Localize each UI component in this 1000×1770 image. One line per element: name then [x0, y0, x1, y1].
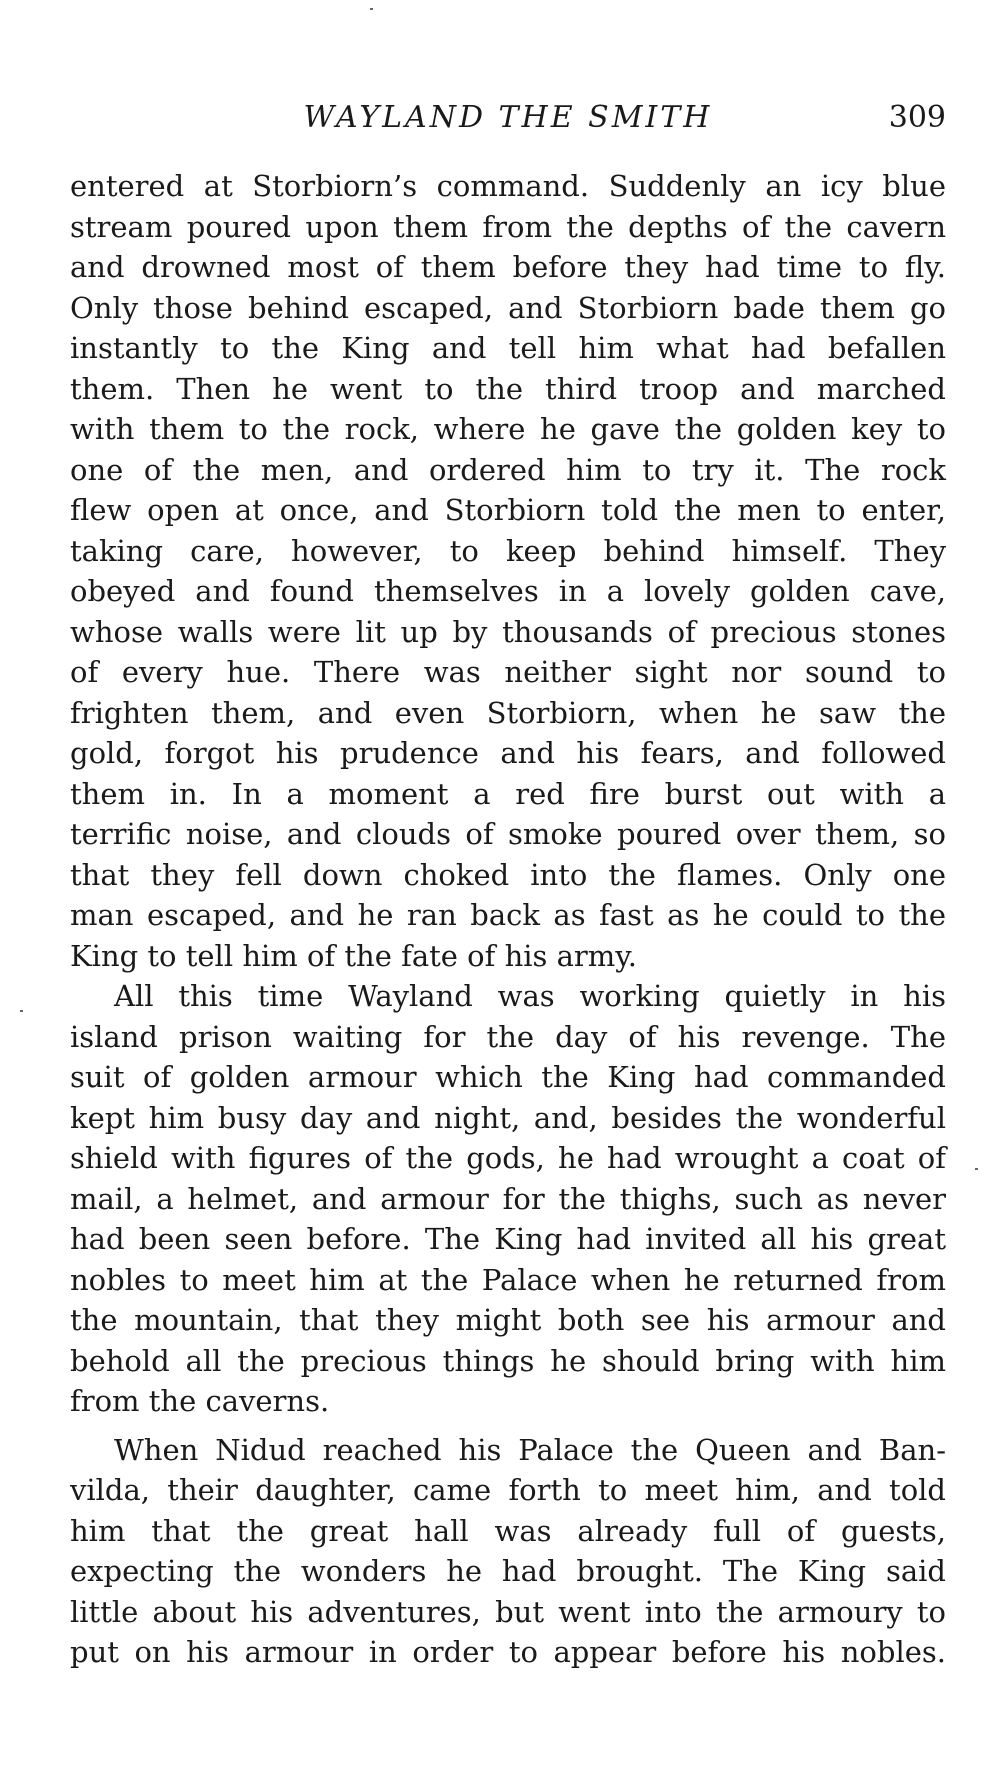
text-line: stream poured upon them from the depths of the cavern [70, 209, 946, 244]
text-line: the mountain, that they might both see his armour and [70, 1303, 946, 1337]
text-line: them in. In a moment a red fire burst out with a [70, 776, 946, 811]
text-line: island prison waiting for the day of his revenge. The [70, 1019, 946, 1054]
text-line: little about his adventures, but went into the armoury to [70, 1594, 946, 1629]
text-line: put on his armour in order to appear before his nobles. [70, 1635, 946, 1669]
paragraph-gap [70, 1422, 946, 1430]
scan-speck [975, 1168, 978, 1170]
text-line: gold, forgot his prudence and his fears, and followed [70, 736, 946, 770]
text-line: kept him busy day and night, and, besides the wonderful [70, 1100, 946, 1135]
text-line: shield with figures of the gods, he had wrought a coat of [70, 1141, 946, 1175]
text-line: frighten them, and even Storbiorn, when he saw the [70, 695, 946, 730]
text-line: them. Then he went to the third troop and marched [70, 371, 946, 406]
page-header [70, 96, 946, 140]
text-line: nobles to meet him at the Palace when he returned from [70, 1262, 946, 1297]
text-line: of every hue. There was neither sight nor sound to [70, 655, 946, 689]
paragraph [70, 166, 946, 976]
page-number: 309 [888, 100, 946, 135]
scan-speck [20, 1010, 23, 1012]
text-line: with them to the rock, where he gave the golden key to [70, 412, 946, 446]
text-line: terrific noise, and clouds of smoke poured over them, so [70, 817, 946, 851]
text-line: Only those behind escaped, and Storbiorn bade them go [70, 290, 946, 325]
text-line: vilda, their daughter, came forth to meet him, and told [70, 1473, 946, 1507]
text-line: mail, a helmet, and armour for the thighs, such as never [70, 1181, 946, 1216]
running-title: WAYLAND THE SMITH [303, 100, 713, 135]
text-line: flew open at once, and Storbiorn told the men to enter, [70, 493, 946, 527]
text-line: that they fell down choked into the flames. Only one [70, 857, 946, 892]
text-line: man escaped, and he ran back as fast as he could to the [70, 898, 946, 932]
scan-speck [370, 8, 373, 10]
body-text [70, 166, 946, 1673]
text-line: All this time Wayland was working quietly in his [114, 979, 946, 1013]
text-line: behold all the precious things he should bring with him [70, 1343, 946, 1378]
text-line: expecting the wonders he had brought. The King said [70, 1554, 946, 1588]
text-line: and drowned most of them before they had time to fly. [70, 250, 946, 284]
text-line: had been seen before. The King had invited all his great [70, 1222, 946, 1256]
text-line: suit of golden armour which the King had commanded [70, 1060, 946, 1094]
text-line: instantly to the King and tell him what had befallen [70, 331, 946, 365]
text-line: When Nidud reached his Palace the Queen and Ban- [114, 1432, 946, 1467]
text-line: King to tell him of the fate of his army. [70, 938, 638, 973]
text-line: entered at Storbiorn’s command. Suddenly an icy blue [70, 169, 946, 203]
text-line: one of the men, and ordered him to try it. The rock [70, 452, 946, 487]
text-line: whose walls were lit up by thousands of precious stones [70, 614, 946, 649]
text-line: from the caverns. [70, 1384, 330, 1418]
text-line: him that the great hall was already full of guests, [70, 1513, 946, 1548]
text-line: obeyed and found themselves in a lovely golden cave, [70, 574, 946, 608]
text-line: taking care, however, to keep behind himself. They [70, 533, 946, 568]
paragraph [70, 976, 946, 1422]
paragraph [70, 1430, 946, 1673]
